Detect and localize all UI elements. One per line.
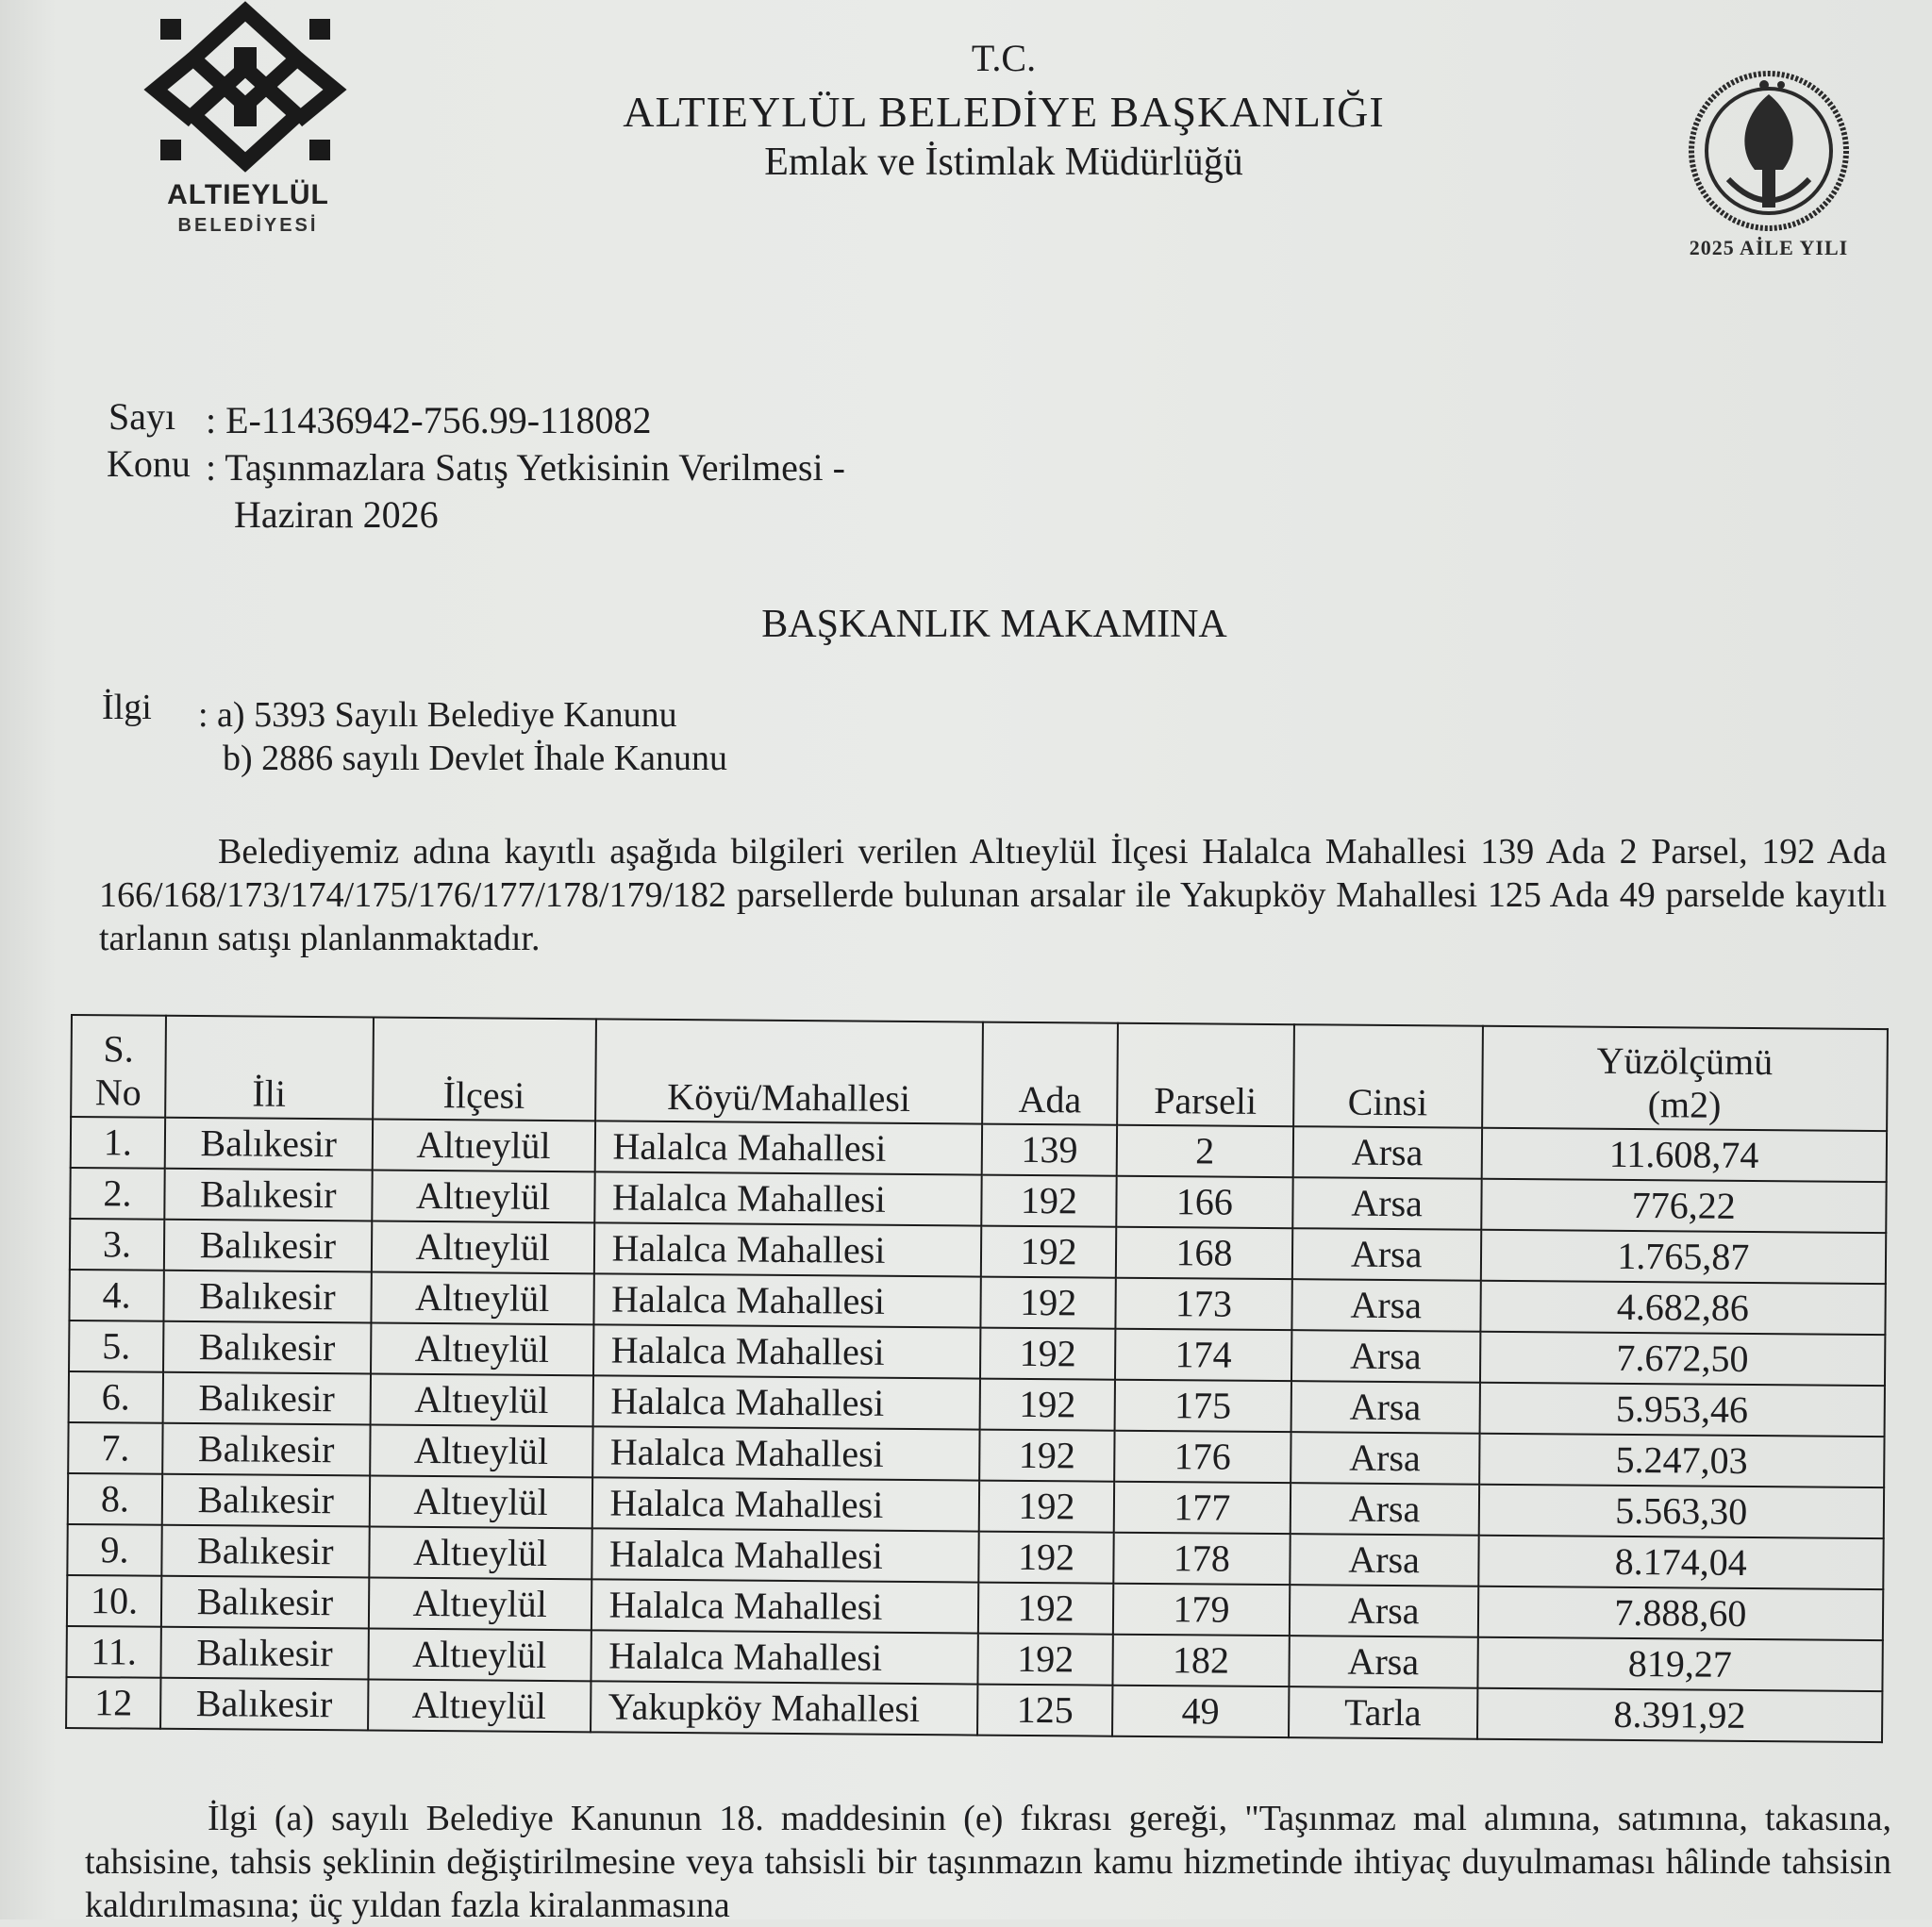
cell-cins: Arsa [1292, 1126, 1481, 1179]
col-header-cins: Cinsi [1293, 1024, 1483, 1128]
cell-ilce: Altıeylül [368, 1679, 591, 1732]
cell-il: Balıkesir [163, 1321, 371, 1374]
cell-mahalle: Halalca Mahallesi [592, 1375, 980, 1429]
cell-mahalle: Halalca Mahallesi [593, 1324, 981, 1378]
logo-name: ALTIEYLÜL [167, 179, 329, 210]
cell-mahalle: Halalca Mahallesi [591, 1528, 979, 1582]
addressee: BAŞKANLIK MAKAMINA [761, 603, 1227, 646]
cell-parsel: 175 [1115, 1380, 1291, 1432]
col-header-alan [1482, 1026, 1888, 1131]
header-department: Emlak ve İstimlak Müdürlüğü [764, 141, 1243, 184]
cell-alan: 5.563,30 [1478, 1485, 1884, 1538]
col-header-no [71, 1015, 166, 1118]
cell-ilce: Altıeylül [369, 1578, 591, 1631]
cell-ada: 192 [980, 1328, 1115, 1380]
konu-value-2: Haziran 2026 [234, 493, 439, 536]
cell-il: Balıkesir [160, 1678, 368, 1731]
ilgi-a: : a) 5393 Sayılı Belediye Kanunu [198, 695, 677, 735]
cell-ilce: Altıeylül [372, 1171, 594, 1223]
cell-ilce: Altıeylül [370, 1374, 592, 1427]
cell-cins: Tarla [1289, 1686, 1477, 1739]
cell-ada: 139 [982, 1124, 1117, 1176]
cell-il: Balıkesir [160, 1627, 368, 1680]
cell-ada: 192 [978, 1532, 1113, 1584]
cell-ilce: Altıeylül [368, 1628, 591, 1681]
konu-label: Konu [107, 442, 191, 485]
cell-mahalle: Halalca Mahallesi [594, 1121, 982, 1174]
cell-ilce: Altıeylül [369, 1476, 591, 1529]
col-header-no-line2: No [94, 1071, 142, 1114]
cell-parsel: 179 [1113, 1584, 1290, 1636]
cell-parsel: 2 [1117, 1125, 1293, 1177]
cell-il: Balıkesir [164, 1169, 372, 1221]
cell-cins: Arsa [1292, 1228, 1481, 1281]
intro-paragraph [99, 830, 1887, 960]
cell-ada: 192 [978, 1634, 1113, 1686]
cell-parsel: 177 [1114, 1482, 1291, 1534]
header-institution: ALTIEYLÜL BELEDİYE BAŞKANLIĞI [623, 88, 1385, 136]
seal-text: 2025 AİLE YILI [1689, 236, 1849, 259]
cell-mahalle: Halalca Mahallesi [591, 1579, 978, 1633]
col-header-alan-line2: (m2) [1647, 1083, 1722, 1126]
cell-il: Balıkesir [164, 1220, 372, 1272]
cell-parsel: 176 [1114, 1431, 1291, 1483]
parcels-table [65, 1014, 1889, 1743]
cell-mahalle: Halalca Mahallesi [593, 1273, 981, 1327]
cell-parsel: 182 [1112, 1635, 1289, 1686]
legal-paragraph-text: İlgi (a) sayılı Belediye Kanunun 18. maddesinin (e) fıkrası gereği, "Taşınmaz mal alımına, satımına, takasına, tahsisine, tahsis şeklinin değiştirilmesine veya tahsisli bir taşınmazın kamu hizmetinde ihtiyaç duyulmaması hâlinde tahsisin kaldırılmasına; üç yıldan fazla kiralanmasına [85, 1799, 1891, 1925]
cell-ada: 192 [981, 1277, 1116, 1329]
cell-no: 7. [68, 1422, 162, 1474]
cell-cins: Arsa [1291, 1330, 1480, 1383]
cell-parsel: 174 [1115, 1329, 1291, 1381]
cell-alan: 1.765,87 [1480, 1230, 1886, 1284]
cell-cins: Arsa [1292, 1177, 1481, 1230]
header-tc: T.C. [971, 37, 1037, 79]
col-header-ilce: İlçesi [373, 1018, 596, 1121]
cell-no: 5. [69, 1321, 163, 1372]
cell-mahalle: Halalca Mahallesi [591, 1630, 978, 1684]
col-header-ada: Ada [982, 1022, 1118, 1125]
cell-mahalle: Yakupköy Mahallesi [591, 1681, 978, 1735]
cell-ilce: Altıeylül [371, 1272, 593, 1325]
table-body [66, 1117, 1887, 1742]
cell-no: 8. [68, 1473, 162, 1525]
cell-il: Balıkesir [162, 1474, 370, 1527]
cell-no: 9. [67, 1524, 161, 1576]
col-header-no-line1: S. [103, 1027, 134, 1071]
cell-no: 2. [70, 1168, 164, 1220]
cell-no: 4. [69, 1270, 163, 1321]
sayi-value: : E-11436942-756.99-118082 [206, 399, 652, 441]
cell-il: Balıkesir [161, 1525, 369, 1578]
cell-ada: 192 [980, 1379, 1115, 1431]
cell-alan: 7.672,50 [1480, 1332, 1886, 1386]
cell-alan: 7.888,60 [1477, 1586, 1883, 1640]
cell-alan: 776,22 [1481, 1179, 1887, 1233]
col-header-il: İli [165, 1016, 374, 1120]
cell-alan: 5.247,03 [1479, 1434, 1885, 1487]
table-header-row [71, 1015, 1888, 1131]
cell-ilce: Altıeylül [371, 1323, 593, 1376]
cell-il: Balıkesir [163, 1372, 371, 1425]
cell-mahalle: Halalca Mahallesi [593, 1222, 981, 1276]
cell-no: 11. [66, 1626, 160, 1678]
cell-mahalle: Halalca Mahallesi [594, 1171, 982, 1225]
cell-ilce: Altıeylül [372, 1221, 594, 1274]
cell-ada: 192 [978, 1583, 1113, 1635]
cell-mahalle: Halalca Mahallesi [591, 1477, 979, 1531]
cell-alan: 8.391,92 [1477, 1688, 1883, 1742]
col-header-alan-line1: Yüzölçümü [1596, 1038, 1774, 1084]
cell-parsel: 168 [1116, 1227, 1292, 1279]
cell-no: 3. [70, 1219, 164, 1271]
cell-ada: 192 [979, 1430, 1114, 1482]
cell-cins: Arsa [1290, 1534, 1478, 1586]
cell-il: Balıkesir [163, 1271, 371, 1323]
cell-il: Balıkesir [165, 1118, 373, 1171]
ilgi-b: b) 2886 sayılı Devlet İhale Kanunu [223, 739, 728, 778]
cell-cins: Arsa [1291, 1432, 1479, 1485]
cell-no: 12 [66, 1677, 160, 1729]
cell-cins: Arsa [1291, 1483, 1479, 1536]
cell-il: Balıkesir [161, 1576, 369, 1629]
cell-cins: Arsa [1290, 1585, 1478, 1637]
cell-ilce: Altıeylül [369, 1527, 591, 1580]
cell-alan: 11.608,74 [1481, 1128, 1887, 1182]
logo-subtitle: BELEDİYESİ [177, 215, 319, 236]
cell-alan: 5.953,46 [1479, 1383, 1885, 1437]
intro-paragraph-text: Belediyemiz adına kayıtlı aşağıda bilgileri verilen Altıeylül İlçesi Halalca Mahallesi 139 Ada 2 Parsel, 192 Ada 166/168/173/174/175/176/177/178/179/182 parsellerde bulunan arsalar ile Yakupköy Mahallesi 125 Ada 49 parselde kayıtlı tarlanın satışı planlanmaktadır. [99, 832, 1887, 958]
cell-il: Balıkesir [162, 1423, 370, 1476]
col-header-mahalle: Köyü/Mahallesi [595, 1019, 983, 1123]
sayi-label: Sayı [108, 395, 176, 438]
cell-ada: 125 [977, 1685, 1112, 1736]
cell-no: 6. [69, 1371, 163, 1423]
cell-ada: 192 [981, 1175, 1116, 1227]
col-header-parsel: Parseli [1117, 1023, 1294, 1126]
cell-ada: 192 [981, 1226, 1116, 1278]
ilgi-label: İlgi [102, 688, 152, 727]
cell-no: 10. [67, 1575, 161, 1627]
konu-value: : Taşınmazlara Satış Yetkisinin Verilmesi - [206, 446, 845, 489]
cell-parsel: 49 [1112, 1686, 1289, 1737]
cell-parsel: 178 [1113, 1533, 1290, 1585]
cell-cins: Arsa [1291, 1279, 1480, 1332]
cell-mahalle: Halalca Mahallesi [592, 1426, 980, 1480]
cell-alan: 8.174,04 [1478, 1536, 1884, 1589]
cell-cins: Arsa [1291, 1381, 1479, 1434]
cell-ilce: Altıeylül [370, 1425, 592, 1478]
cell-cins: Arsa [1289, 1636, 1477, 1688]
cell-parsel: 166 [1116, 1176, 1292, 1228]
cell-alan: 819,27 [1477, 1637, 1883, 1691]
cell-parsel: 173 [1115, 1278, 1291, 1330]
cell-alan: 4.682,86 [1480, 1281, 1886, 1335]
legal-paragraph [85, 1797, 1891, 1927]
cell-no: 1. [71, 1117, 165, 1169]
cell-ada: 192 [979, 1481, 1114, 1533]
cell-ilce: Altıeylül [372, 1120, 594, 1172]
